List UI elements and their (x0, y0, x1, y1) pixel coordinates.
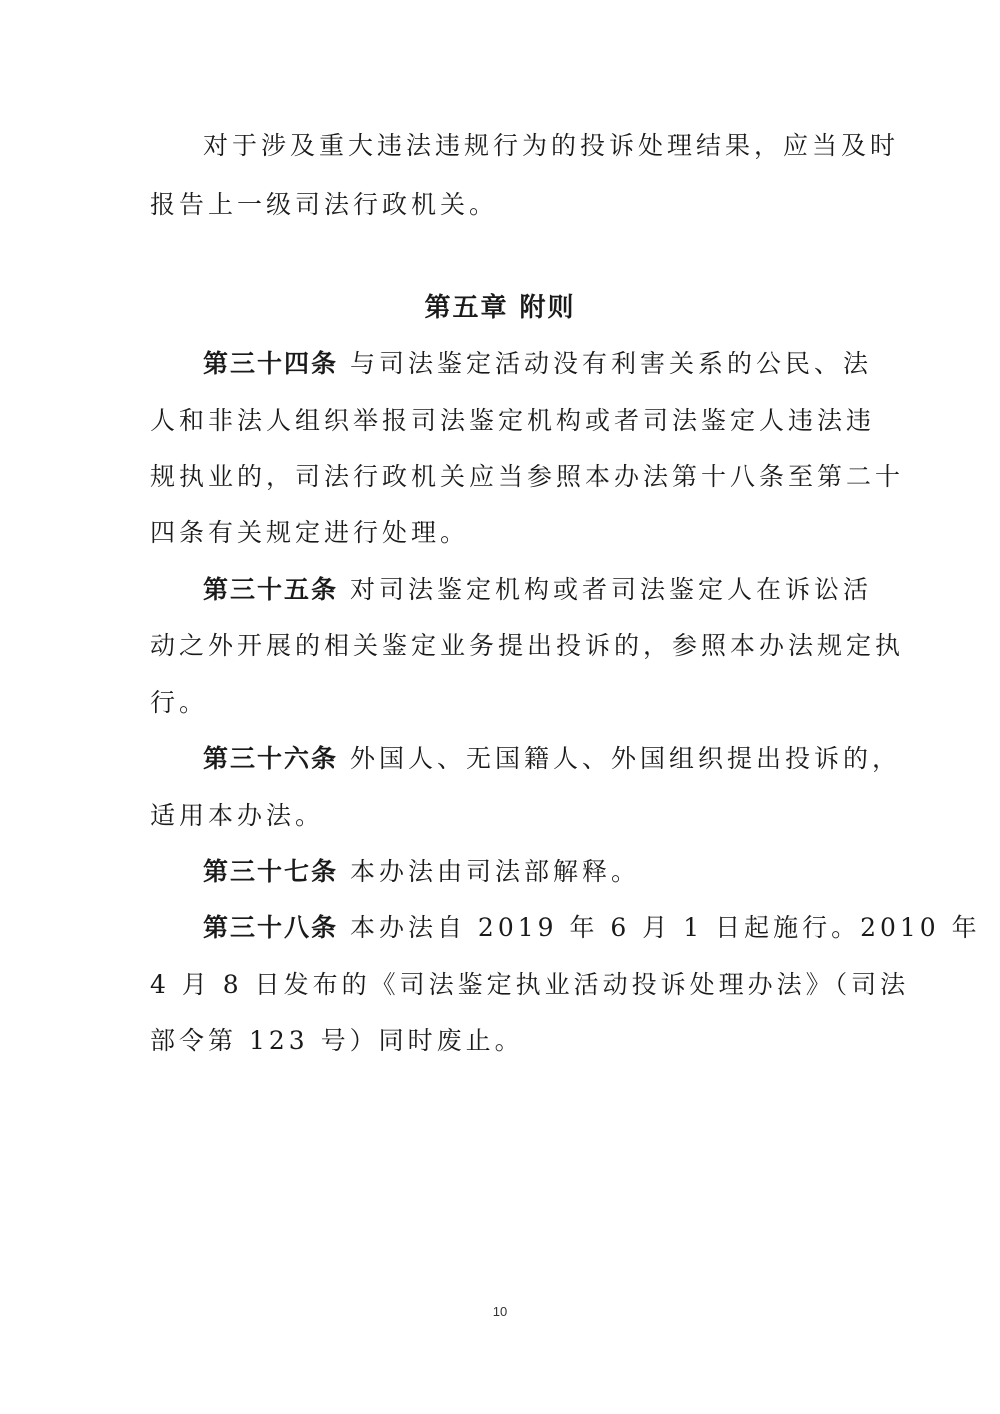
article-34-label: 第三十四条 (203, 349, 339, 378)
article-34-line3: 规执业的，司法行政机关应当参照本办法第十八条至第二十 (150, 462, 905, 491)
article-35-line3: 行。 (150, 688, 209, 717)
article-35-line2: 动之外开展的相关鉴定业务提出投诉的，参照本办法规定执 (150, 631, 905, 660)
article-37-label: 第三十七条 (203, 857, 339, 886)
article-38-text: 本办法自 2019 年 6 月 1 日起施行。2010 年 (338, 913, 981, 942)
article-34-line2: 人和非法人组织举报司法鉴定机构或者司法鉴定人违法违 (150, 406, 876, 435)
article-38-line2: 4 月 8 日发布的《司法鉴定执业活动投诉处理办法》（司法 (150, 970, 910, 999)
article-35-line1 (203, 573, 870, 607)
article-37-text: 本办法由司法部解释。 (338, 857, 640, 886)
para1-line2: 报告上一级司法行政机关。 (150, 190, 499, 219)
article-37-line1 (203, 855, 870, 889)
article-38-label: 第三十八条 (203, 913, 339, 942)
article-36-label: 第三十六条 (203, 744, 339, 773)
article-35-text: 对司法鉴定机构或者司法鉴定人在诉讼活 (338, 575, 872, 604)
para1-line1: 对于涉及重大违法违规行为的投诉处理结果，应当及时 (203, 131, 900, 160)
article-36-text: 外国人、无国籍人、外国组织提出投诉的， (338, 744, 901, 773)
article-38-line3: 部令第 123 号）同时废止。 (150, 1026, 524, 1055)
page-number: 10 (492, 1304, 508, 1319)
chapter-title: 第五章 附则 (424, 293, 576, 323)
article-34-text: 与司法鉴定活动没有利害关系的公民、法 (338, 349, 872, 378)
article-38-line1 (203, 911, 981, 945)
article-34-line1 (203, 347, 870, 381)
article-36-line2: 适用本办法。 (150, 801, 325, 830)
article-35-label: 第三十五条 (203, 575, 339, 604)
article-36-line1 (203, 742, 901, 776)
article-34-line4: 四条有关规定进行处理。 (150, 518, 470, 547)
